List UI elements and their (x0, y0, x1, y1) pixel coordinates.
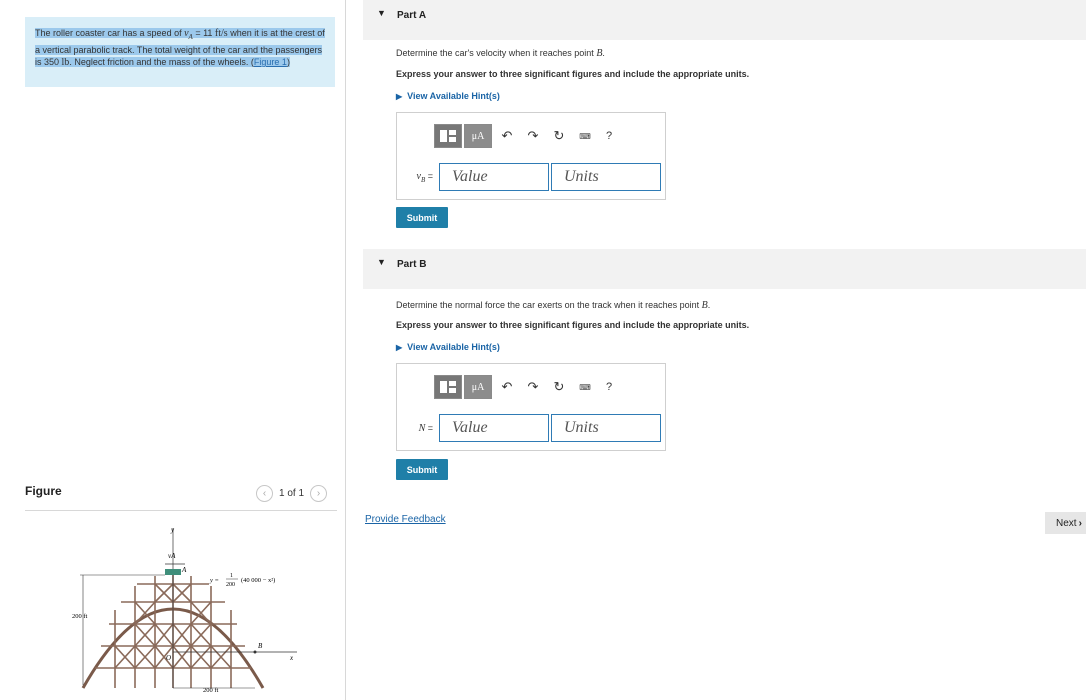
part-a-label: Part A (397, 10, 427, 21)
reset-icon[interactable]: ↻ (553, 379, 565, 394)
part-a-question: Determine the car's velocity when it reaches point B. (396, 48, 605, 59)
provide-feedback-link[interactable]: Provide Feedback (365, 514, 446, 525)
value-input[interactable]: Value (439, 163, 549, 191)
equation-num: 1 (230, 573, 233, 579)
figure-page-count: 1 of 1 (279, 488, 305, 499)
templates-icon[interactable] (434, 375, 462, 399)
figure-title: Figure (25, 484, 62, 498)
caret-right-icon: ▶ (396, 343, 403, 352)
value-input[interactable]: Value (439, 414, 549, 442)
equation-lhs: y = (210, 577, 219, 584)
y-axis-label: y (171, 526, 175, 534)
part-b-question: Determine the normal force the car exerts on the track when it reaches point B. (396, 300, 711, 311)
templates-icon[interactable] (434, 124, 462, 148)
math-toolbar (434, 374, 612, 400)
next-button[interactable]: Next › (1045, 512, 1086, 534)
chevron-right-icon[interactable]: › (310, 485, 327, 502)
units-input[interactable]: Units (551, 163, 661, 191)
part-b-submit-button[interactable]: Submit (396, 459, 448, 480)
part-a-hint-link[interactable]: ▶ View Available Hint(s) (396, 91, 500, 101)
part-b-header[interactable] (363, 249, 1086, 289)
collapse-triangle-icon[interactable]: ▼ (377, 257, 386, 267)
keyboard-icon[interactable]: ⌨ (579, 131, 591, 141)
part-b-answer-box (396, 363, 666, 451)
right-panel (345, 0, 1086, 700)
velocity-label: vA (168, 552, 176, 560)
keyboard-icon[interactable]: ⌨ (579, 382, 591, 392)
x-axis-label: x (290, 654, 294, 662)
redo-icon[interactable]: ↷ (527, 379, 539, 394)
equation-rhs: (40 000 − x²) (241, 577, 276, 584)
caret-right-icon: ▶ (396, 92, 403, 101)
part-a-header[interactable] (363, 0, 1086, 40)
part-a-submit-button[interactable]: Submit (396, 207, 448, 228)
reset-icon[interactable]: ↻ (553, 128, 565, 143)
help-icon[interactable]: ? (606, 381, 613, 393)
units-input[interactable]: Units (551, 414, 661, 442)
part-a-answer-box (396, 112, 666, 200)
var-label: $v_B$ = (416, 170, 433, 184)
var-label: N = (418, 422, 433, 434)
math-toolbar (434, 123, 612, 149)
figure-link[interactable]: Figure 1 (253, 57, 287, 67)
undo-icon[interactable]: ↶ (501, 128, 513, 143)
undo-icon[interactable]: ↶ (501, 379, 513, 394)
left-panel (0, 0, 346, 700)
figure-pager (256, 485, 327, 502)
part-b-hint-link[interactable]: ▶ View Available Hint(s) (396, 342, 500, 352)
mu-units-button[interactable]: μA (464, 124, 492, 148)
origin-label: O (166, 654, 172, 662)
part-a-instruction: Express your answer to three significant figures and include the appropriate units. (396, 69, 750, 79)
equation-den: 200 (226, 582, 235, 588)
span-label: 200 ft (203, 687, 219, 694)
help-icon[interactable]: ? (606, 130, 613, 142)
collapse-triangle-icon[interactable]: ▼ (377, 8, 386, 18)
chevron-left-icon[interactable]: ‹ (256, 485, 273, 502)
roller-coaster-figure (25, 520, 335, 700)
part-b-input-row (403, 414, 661, 442)
point-a-label: A (182, 566, 187, 574)
part-b-label: Part B (397, 259, 427, 270)
point-b-label: B (258, 642, 263, 650)
mu-units-button[interactable]: μA (464, 375, 492, 399)
part-a-input-row (403, 163, 661, 191)
coaster-car (165, 569, 181, 575)
height-label: 200 ft (72, 613, 88, 620)
divider (25, 510, 337, 511)
chevron-right-icon: › (1078, 517, 1082, 529)
redo-icon[interactable]: ↷ (527, 128, 539, 143)
part-b-instruction: Express your answer to three significant figures and include the appropriate units. (396, 320, 750, 330)
problem-statement: The roller coaster car has a speed of $v_A = 11$ ft/s when it is at the crest of a vertical parabolic track. The total weight of the car and the passengers is 350 lb. Neglect friction and the mass of the wheels. (Figure 1) (25, 17, 335, 87)
